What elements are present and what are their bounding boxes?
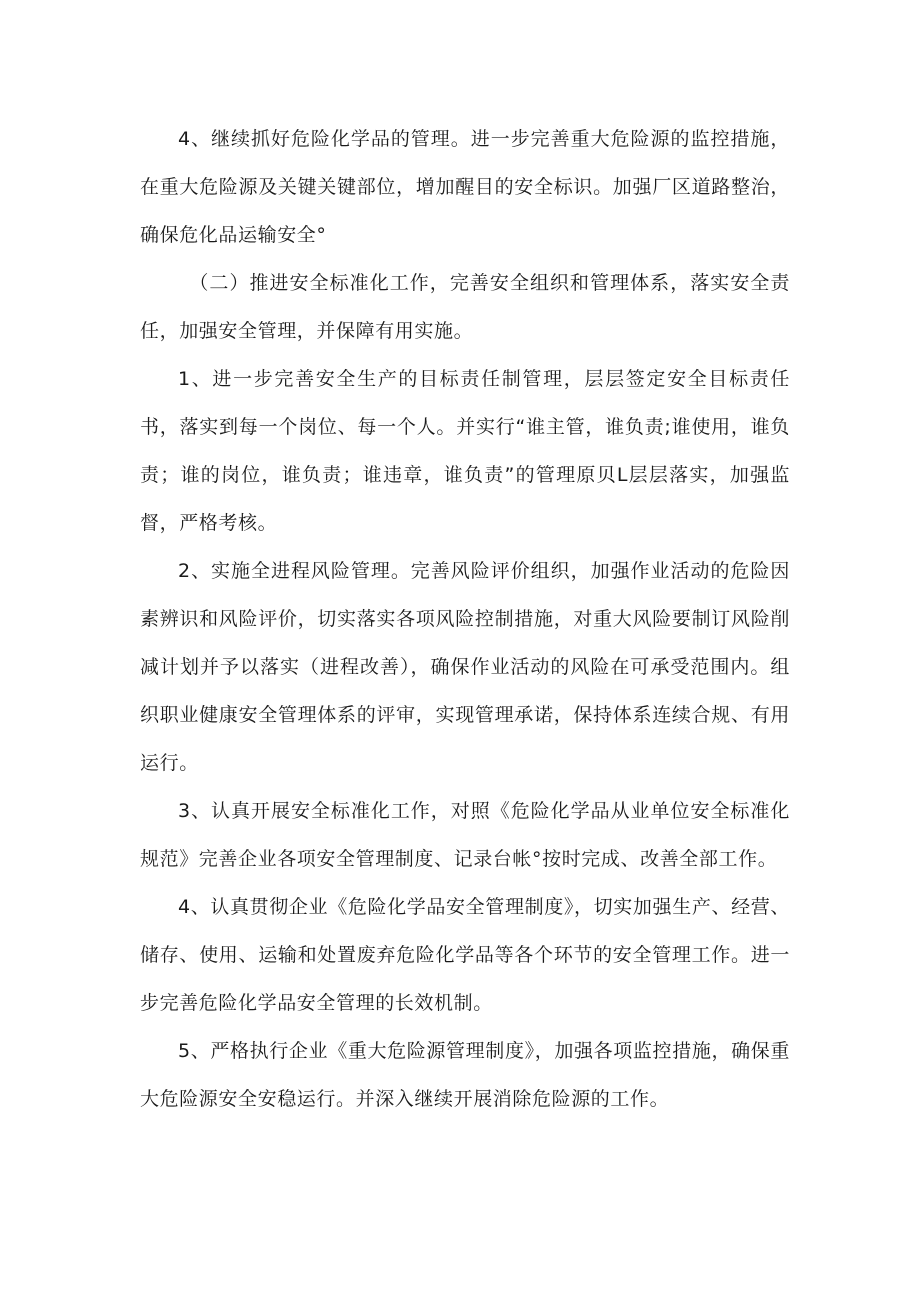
document-body — [140, 115, 790, 1123]
paragraph-item-1-responsibility: 1、进一步完善安全生产的目标责任制管理，层层签定安全目标责任书，落实到每一个岗位、每一个人。并实行“谁主管，谁负责;谁使用，谁负责；谁的岗位，谁负责；谁违章，谁负责”的管理原贝L层层落实，加强监督，严格考核。 — [140, 368, 790, 534]
paragraph-item-5-major-hazards: 5、严格执行企业《重大危险源管理制度》，加强各项监控措施，确保重大危险源安全安稳运行。并深入继续开展消除危险源的工作。 — [140, 1040, 790, 1110]
paragraph-item-2-risk-management: 2、实施全进程风险管理。完善风险评价组织，加强作业活动的危险因素辨识和风险评价，切实落实各项风险控制措施，对重大风险要制订风险削减计划并予以落实（进程改善），确保作业活动的风险在可承受范围内。组织职业健康安全管理体系的评审，实现管理承诺，保持体系连续合规、有用运行。 — [140, 560, 790, 774]
paragraph-item-3-standardization: 3、认真开展安全标准化工作，对照《危险化学品从业单位安全标准化规范》完善企业各项安全管理制度、记录台帐°按时完成、改善全部工作。 — [140, 800, 790, 870]
paragraph-item-4-hazardous-chemicals: 4、继续抓好危险化学品的管理。进一步完善重大危险源的监控措施，在重大危险源及关键关键部位，增加醒目的安全标识。加强厂区道路整治，确保危化品运输安全° — [140, 128, 790, 246]
section-heading-standardization: （二）推进安全标准化工作，完善安全组织和管理体系，落实安全责任，加强安全管理，并保障有用实施。 — [140, 272, 790, 342]
paragraph-item-4-regulations: 4、认真贯彻企业《危险化学品安全管理制度》，切实加强生产、经营、储存、使用、运输和处置废弃危险化学品等各个环节的安全管理工作。进一步完善危险化学品安全管理的长效机制。 — [140, 896, 790, 1014]
